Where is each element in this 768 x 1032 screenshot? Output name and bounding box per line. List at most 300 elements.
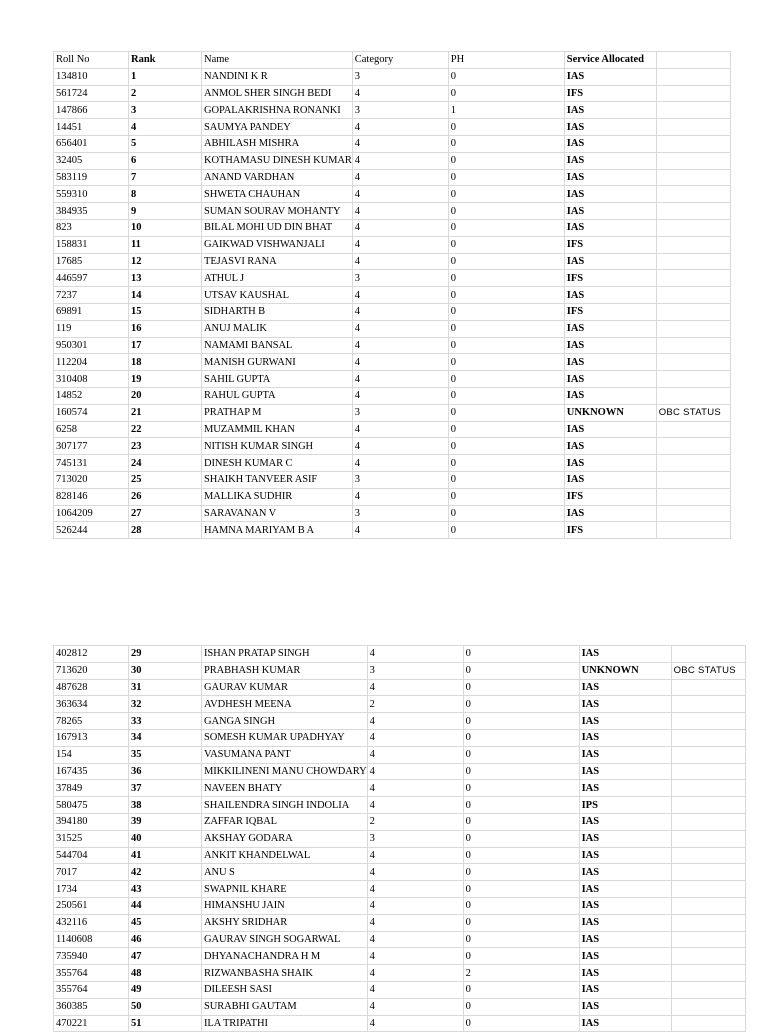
note-cell <box>656 354 730 371</box>
table-row <box>54 847 746 864</box>
name-cell: ABHILASH MISHRA <box>202 135 353 152</box>
table-row <box>54 102 731 119</box>
note-cell <box>656 455 730 472</box>
rank-cell: 5 <box>129 135 202 152</box>
roll-no-cell: 32405 <box>54 152 129 169</box>
category-cell: 4 <box>352 219 448 236</box>
name-cell: BILAL MOHI UD DIN BHAT <box>202 219 353 236</box>
header-row <box>54 52 731 69</box>
name-cell: SARAVANAN V <box>202 505 353 522</box>
service-cell: IAS <box>564 135 656 152</box>
roll-no-cell: 580475 <box>54 797 129 814</box>
roll-no-cell: 69891 <box>54 303 129 320</box>
category-cell: 4 <box>367 881 463 898</box>
rank-cell: 2 <box>129 85 202 102</box>
name-cell: MUZAMMIL KHAN <box>202 421 353 438</box>
roll-no-cell: 355764 <box>54 981 129 998</box>
table-row <box>54 354 731 371</box>
rank-cell: 44 <box>129 897 202 914</box>
name-cell: NANDINI K R <box>202 68 353 85</box>
roll-no-cell: 470221 <box>54 1015 129 1032</box>
ph-cell: 0 <box>448 421 564 438</box>
table-row <box>54 203 731 220</box>
category-cell: 4 <box>367 746 463 763</box>
category-cell: 4 <box>352 488 448 505</box>
note-cell <box>656 387 730 404</box>
note-cell <box>671 713 745 730</box>
roll-no-cell: 656401 <box>54 135 129 152</box>
header-service-allocated: Service Allocated <box>564 52 656 69</box>
table-row <box>54 981 746 998</box>
name-cell: ANUJ MALIK <box>202 320 353 337</box>
service-cell: UNKNOWN <box>579 662 671 679</box>
ph-cell: 0 <box>463 830 579 847</box>
table-row <box>54 68 731 85</box>
name-cell: SHAILENDRA SINGH INDOLIA <box>202 797 368 814</box>
service-cell: IAS <box>579 847 671 864</box>
table-row <box>54 438 731 455</box>
name-cell: GANGA SINGH <box>202 713 368 730</box>
category-cell: 4 <box>352 421 448 438</box>
roll-no-cell: 160574 <box>54 404 129 421</box>
table-row <box>54 236 731 253</box>
table-row <box>54 729 746 746</box>
name-cell: ANU S <box>202 864 368 881</box>
rank-cell: 22 <box>129 421 202 438</box>
roll-no-cell: 14852 <box>54 387 129 404</box>
service-cell: IAS <box>564 371 656 388</box>
roll-no-cell: 14451 <box>54 119 129 136</box>
note-cell <box>671 965 745 982</box>
name-cell: TEJASVI RANA <box>202 253 353 270</box>
category-cell: 4 <box>367 998 463 1015</box>
table-row <box>54 830 746 847</box>
note-cell <box>656 119 730 136</box>
name-cell: ISHAN PRATAP SINGH <box>202 646 368 663</box>
ph-cell: 0 <box>463 797 579 814</box>
category-cell: 4 <box>352 371 448 388</box>
ph-cell: 2 <box>463 965 579 982</box>
service-cell: IAS <box>564 455 656 472</box>
service-cell: IAS <box>564 354 656 371</box>
ph-cell: 0 <box>463 1015 579 1032</box>
category-cell: 4 <box>352 387 448 404</box>
note-cell <box>671 981 745 998</box>
allocation-table-bottom <box>53 645 746 1032</box>
name-cell: RIZWANBASHA SHAIK <box>202 965 368 982</box>
note-cell <box>671 1015 745 1032</box>
roll-no-cell: 583119 <box>54 169 129 186</box>
category-cell: 4 <box>367 914 463 931</box>
roll-no-cell: 526244 <box>54 522 129 539</box>
rank-cell: 9 <box>129 203 202 220</box>
roll-no-cell: 154 <box>54 746 129 763</box>
category-cell: 3 <box>352 471 448 488</box>
rank-cell: 7 <box>129 169 202 186</box>
ph-cell: 0 <box>448 371 564 388</box>
table-row <box>54 186 731 203</box>
roll-no-cell: 167913 <box>54 729 129 746</box>
note-cell <box>656 270 730 287</box>
rank-cell: 6 <box>129 152 202 169</box>
category-cell: 4 <box>352 186 448 203</box>
name-cell: GOPALAKRISHNA RONANKI <box>202 102 353 119</box>
rank-cell: 40 <box>129 830 202 847</box>
category-cell: 4 <box>367 965 463 982</box>
roll-no-cell: 828146 <box>54 488 129 505</box>
ph-cell: 0 <box>448 68 564 85</box>
roll-no-cell: 250561 <box>54 897 129 914</box>
roll-no-cell: 17685 <box>54 253 129 270</box>
ph-cell: 0 <box>448 505 564 522</box>
ph-cell: 0 <box>448 471 564 488</box>
roll-no-cell: 158831 <box>54 236 129 253</box>
ph-cell: 0 <box>448 287 564 304</box>
category-cell: 4 <box>367 763 463 780</box>
name-cell: KOTHAMASU DINESH KUMAR <box>202 152 353 169</box>
header-category: Category <box>352 52 448 69</box>
table-row <box>54 931 746 948</box>
header-note <box>656 52 730 69</box>
name-cell: SHWETA CHAUHAN <box>202 186 353 203</box>
rank-cell: 42 <box>129 864 202 881</box>
note-cell <box>656 219 730 236</box>
roll-no-cell: 384935 <box>54 203 129 220</box>
service-cell: IFS <box>564 488 656 505</box>
category-cell: 4 <box>367 931 463 948</box>
category-cell: 4 <box>367 864 463 881</box>
ph-cell: 0 <box>448 438 564 455</box>
name-cell: AKSHAY GODARA <box>202 830 368 847</box>
rank-cell: 1 <box>129 68 202 85</box>
service-cell: IAS <box>579 931 671 948</box>
ph-cell: 0 <box>448 387 564 404</box>
table-row <box>54 897 746 914</box>
note-cell <box>656 438 730 455</box>
service-cell: IAS <box>564 253 656 270</box>
note-cell <box>656 68 730 85</box>
ph-cell: 0 <box>448 455 564 472</box>
roll-no-cell: 394180 <box>54 813 129 830</box>
name-cell: SUMAN SOURAV MOHANTY <box>202 203 353 220</box>
roll-no-cell: 7017 <box>54 864 129 881</box>
service-cell: IAS <box>579 864 671 881</box>
rank-cell: 12 <box>129 253 202 270</box>
rank-cell: 46 <box>129 931 202 948</box>
name-cell: SAHIL GUPTA <box>202 371 353 388</box>
note-cell <box>656 253 730 270</box>
roll-no-cell: 360385 <box>54 998 129 1015</box>
name-cell: MALLIKA SUDHIR <box>202 488 353 505</box>
table-row <box>54 320 731 337</box>
roll-no-cell: 1064209 <box>54 505 129 522</box>
rank-cell: 3 <box>129 102 202 119</box>
category-cell: 4 <box>367 679 463 696</box>
table-row <box>54 253 731 270</box>
ph-cell: 0 <box>463 696 579 713</box>
service-cell: IAS <box>579 813 671 830</box>
rank-cell: 28 <box>129 522 202 539</box>
roll-no-cell: 1734 <box>54 881 129 898</box>
roll-no-cell: 487628 <box>54 679 129 696</box>
table-row <box>54 780 746 797</box>
rank-cell: 13 <box>129 270 202 287</box>
roll-no-cell: 119 <box>54 320 129 337</box>
ph-cell: 0 <box>463 679 579 696</box>
note-cell <box>656 522 730 539</box>
service-cell: IFS <box>564 270 656 287</box>
category-cell: 4 <box>352 253 448 270</box>
roll-no-cell: 950301 <box>54 337 129 354</box>
name-cell: GAURAV KUMAR <box>202 679 368 696</box>
service-cell: IAS <box>564 438 656 455</box>
service-cell: IAS <box>579 696 671 713</box>
service-cell: IAS <box>564 203 656 220</box>
rank-cell: 15 <box>129 303 202 320</box>
note-cell <box>671 646 745 663</box>
roll-no-cell: 307177 <box>54 438 129 455</box>
rank-cell: 11 <box>129 236 202 253</box>
roll-no-cell: 432116 <box>54 914 129 931</box>
rank-cell: 38 <box>129 797 202 814</box>
name-cell: SOMESH KUMAR UPADHYAY <box>202 729 368 746</box>
ph-cell: 0 <box>463 746 579 763</box>
allocation-table-top <box>53 51 731 539</box>
category-cell: 4 <box>367 897 463 914</box>
header-ph: PH <box>448 52 564 69</box>
table-row <box>54 948 746 965</box>
note-cell <box>671 797 745 814</box>
ph-cell: 0 <box>463 763 579 780</box>
note-cell <box>671 813 745 830</box>
roll-no-cell: 78265 <box>54 713 129 730</box>
rank-cell: 35 <box>129 746 202 763</box>
rank-cell: 24 <box>129 455 202 472</box>
table-row <box>54 864 746 881</box>
table-row <box>54 813 746 830</box>
note-cell <box>671 847 745 864</box>
service-cell: IAS <box>579 981 671 998</box>
roll-no-cell: 1140608 <box>54 931 129 948</box>
note-cell <box>656 303 730 320</box>
name-cell: NAMAMI BANSAL <box>202 337 353 354</box>
table-row <box>54 746 746 763</box>
category-cell: 4 <box>367 981 463 998</box>
category-cell: 4 <box>352 152 448 169</box>
table-row <box>54 488 731 505</box>
ph-cell: 0 <box>448 169 564 186</box>
note-cell <box>656 421 730 438</box>
service-cell: IFS <box>564 236 656 253</box>
name-cell: ZAFFAR IQBAL <box>202 813 368 830</box>
category-cell: 4 <box>352 203 448 220</box>
rank-cell: 26 <box>129 488 202 505</box>
note-cell <box>671 914 745 931</box>
category-cell: 4 <box>367 646 463 663</box>
ph-cell: 0 <box>448 152 564 169</box>
ph-cell: 0 <box>463 981 579 998</box>
note-cell <box>671 948 745 965</box>
category-cell: 4 <box>352 337 448 354</box>
roll-no-cell: 112204 <box>54 354 129 371</box>
rank-cell: 31 <box>129 679 202 696</box>
category-cell: 4 <box>352 303 448 320</box>
category-cell: 3 <box>352 102 448 119</box>
rank-cell: 17 <box>129 337 202 354</box>
service-cell: IAS <box>564 471 656 488</box>
table-row <box>54 119 731 136</box>
category-cell: 4 <box>367 729 463 746</box>
note-cell <box>671 763 745 780</box>
roll-no-cell: 363634 <box>54 696 129 713</box>
rank-cell: 43 <box>129 881 202 898</box>
table-row <box>54 679 746 696</box>
ph-cell: 0 <box>463 729 579 746</box>
name-cell: ANKIT KHANDELWAL <box>202 847 368 864</box>
table-row <box>54 914 746 931</box>
category-cell: 4 <box>352 455 448 472</box>
ph-cell: 0 <box>463 897 579 914</box>
rank-cell: 30 <box>129 662 202 679</box>
note-cell <box>656 471 730 488</box>
ph-cell: 0 <box>463 914 579 931</box>
service-cell: IAS <box>564 119 656 136</box>
category-cell: 4 <box>367 713 463 730</box>
category-cell: 4 <box>367 948 463 965</box>
table-row <box>54 135 731 152</box>
rank-cell: 45 <box>129 914 202 931</box>
category-cell: 4 <box>352 169 448 186</box>
roll-no-cell: 310408 <box>54 371 129 388</box>
note-cell <box>671 897 745 914</box>
roll-no-cell: 7237 <box>54 287 129 304</box>
service-cell: IAS <box>579 780 671 797</box>
ph-cell: 0 <box>448 404 564 421</box>
ph-cell: 0 <box>448 119 564 136</box>
category-cell: 4 <box>367 797 463 814</box>
service-cell: IAS <box>564 169 656 186</box>
ph-cell: 0 <box>463 646 579 663</box>
ph-cell: 0 <box>463 813 579 830</box>
service-cell: IAS <box>579 746 671 763</box>
ph-cell: 0 <box>463 713 579 730</box>
header-name: Name <box>202 52 353 69</box>
name-cell: MANISH GURWANI <box>202 354 353 371</box>
category-cell: 3 <box>367 662 463 679</box>
service-cell: IAS <box>579 998 671 1015</box>
rank-cell: 21 <box>129 404 202 421</box>
service-cell: IAS <box>579 948 671 965</box>
rank-cell: 47 <box>129 948 202 965</box>
service-cell: IAS <box>579 881 671 898</box>
rank-cell: 19 <box>129 371 202 388</box>
ph-cell: 0 <box>448 253 564 270</box>
name-cell: HIMANSHU JAIN <box>202 897 368 914</box>
ph-cell: 0 <box>448 522 564 539</box>
table-row <box>54 998 746 1015</box>
name-cell: MIKKILINENI MANU CHOWDARY <box>202 763 368 780</box>
ph-cell: 0 <box>448 186 564 203</box>
note-cell <box>656 236 730 253</box>
roll-no-cell: 713020 <box>54 471 129 488</box>
roll-no-cell: 37849 <box>54 780 129 797</box>
table-row <box>54 763 746 780</box>
service-cell: IAS <box>564 68 656 85</box>
note-cell <box>656 287 730 304</box>
table-row <box>54 371 731 388</box>
note-cell <box>671 696 745 713</box>
table-row <box>54 1015 746 1032</box>
rank-cell: 41 <box>129 847 202 864</box>
name-cell: ATHUL J <box>202 270 353 287</box>
service-cell: IAS <box>564 186 656 203</box>
name-cell: SURABHI GAUTAM <box>202 998 368 1015</box>
table-row <box>54 662 746 679</box>
ph-cell: 0 <box>463 662 579 679</box>
name-cell: AVDHESH MEENA <box>202 696 368 713</box>
rank-cell: 25 <box>129 471 202 488</box>
table-row <box>54 471 731 488</box>
service-cell: IAS <box>564 219 656 236</box>
service-cell: IAS <box>579 1015 671 1032</box>
service-cell: IPS <box>579 797 671 814</box>
service-cell: IAS <box>564 152 656 169</box>
name-cell: DILEESH SASI <box>202 981 368 998</box>
category-cell: 3 <box>352 68 448 85</box>
ph-cell: 1 <box>448 102 564 119</box>
table-row <box>54 85 731 102</box>
service-cell: IFS <box>564 303 656 320</box>
name-cell: UTSAV KAUSHAL <box>202 287 353 304</box>
note-cell: OBC STATUS <box>656 404 730 421</box>
table-row <box>54 303 731 320</box>
rank-cell: 39 <box>129 813 202 830</box>
name-cell: ANMOL SHER SINGH BEDI <box>202 85 353 102</box>
rank-cell: 48 <box>129 965 202 982</box>
roll-no-cell: 134810 <box>54 68 129 85</box>
table-row <box>54 152 731 169</box>
note-cell <box>656 505 730 522</box>
note-cell <box>656 371 730 388</box>
name-cell: SHAIKH TANVEER ASIF <box>202 471 353 488</box>
rank-cell: 36 <box>129 763 202 780</box>
ph-cell: 0 <box>463 998 579 1015</box>
service-cell: IAS <box>579 914 671 931</box>
category-cell: 4 <box>352 438 448 455</box>
table-row <box>54 505 731 522</box>
table-row <box>54 696 746 713</box>
ph-cell: 0 <box>448 488 564 505</box>
name-cell: RAHUL GUPTA <box>202 387 353 404</box>
note-cell <box>671 864 745 881</box>
category-cell: 4 <box>352 287 448 304</box>
category-cell: 2 <box>367 813 463 830</box>
name-cell: HAMNA MARIYAM B A <box>202 522 353 539</box>
note-cell <box>671 998 745 1015</box>
service-cell: IAS <box>579 897 671 914</box>
note-cell: OBC STATUS <box>671 662 745 679</box>
roll-no-cell: 561724 <box>54 85 129 102</box>
category-cell: 4 <box>352 85 448 102</box>
roll-no-cell: 147866 <box>54 102 129 119</box>
rank-cell: 4 <box>129 119 202 136</box>
roll-no-cell: 355764 <box>54 965 129 982</box>
service-cell: IAS <box>579 965 671 982</box>
ph-cell: 0 <box>463 948 579 965</box>
service-cell: IAS <box>579 679 671 696</box>
name-cell: DHYANACHANDRA H M <box>202 948 368 965</box>
table-row <box>54 421 731 438</box>
